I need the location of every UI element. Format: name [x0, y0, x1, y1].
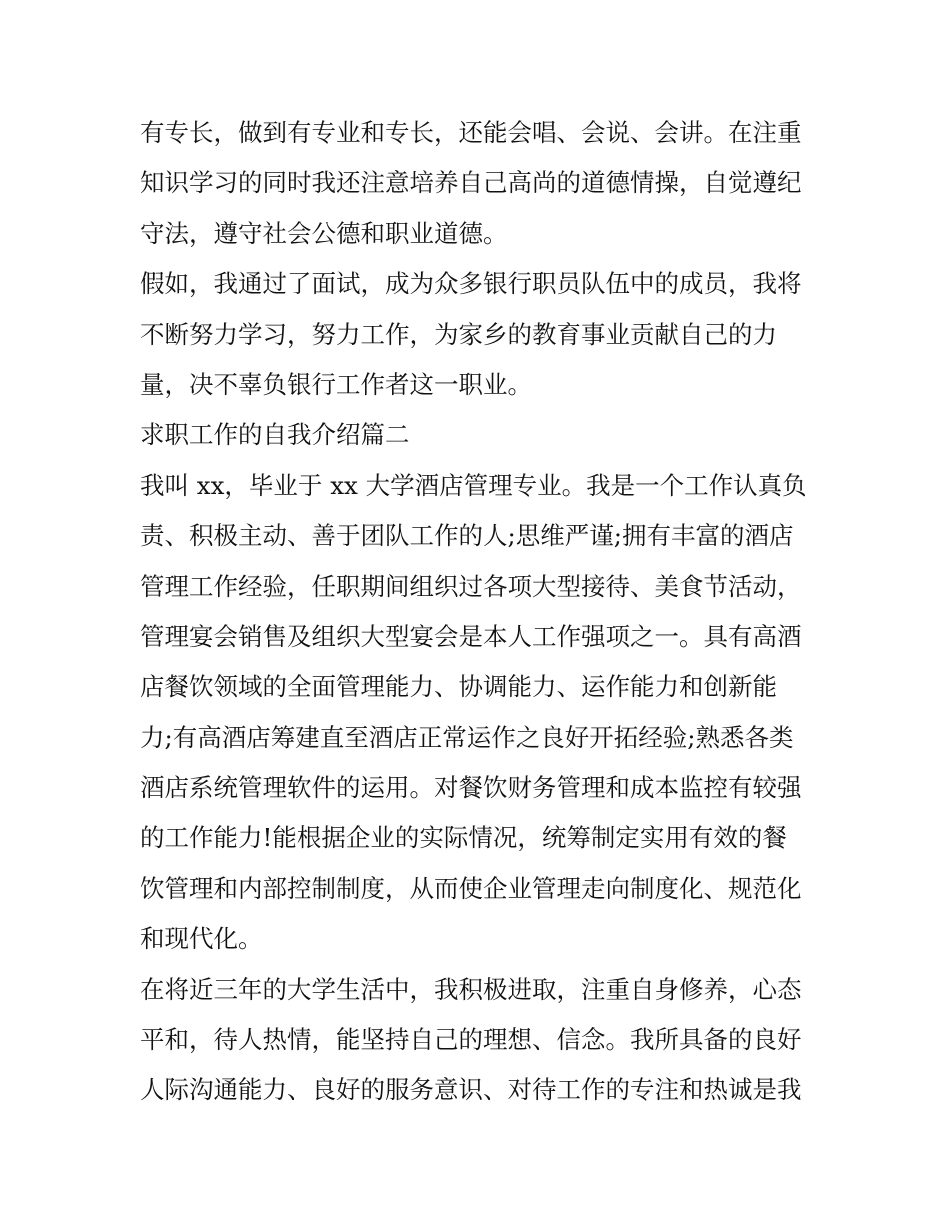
text-line: 量，决不辜负银行工作者这一职业。 [140, 369, 532, 399]
text-line: 酒店系统管理软件的运用。对餐饮财务管理和成本监控有较强 [140, 773, 802, 803]
text-line: 饮管理和内部控制制度，从而使企业管理走向制度化、规范化 [140, 873, 802, 903]
text-line: 守法，遵守社会公德和职业道德。 [140, 218, 508, 248]
text-line: 责、积极主动、善于团队工作的人;思维严谨;拥有丰富的酒店 [140, 521, 794, 551]
text-line: 在将近三年的大学生活中，我积极进取，注重自身修养，心态 [140, 974, 802, 1004]
text-line: 知识学习的同时我还注意培养自己高尚的道德情操，自觉遵纪 [140, 168, 802, 198]
text-line: 我叫 xx，毕业于 xx 大学酒店管理专业。我是一个工作认真负 [140, 470, 807, 500]
text-line: 有专长，做到有专业和专长，还能会唱、会说、会讲。在注重 [140, 118, 802, 147]
text-line: 平和，待人热情，能坚持自己的理想、信念。我所具备的良好 [140, 1025, 802, 1055]
text-line: 的工作能力!能根据企业的实际情况，统筹制定实用有效的餐 [140, 823, 787, 853]
text-line: 不断努力学习，努力工作，为家乡的教育事业贡献自己的力 [140, 319, 777, 349]
text-line: 假如，我通过了面试，成为众多银行职员队伍中的成员，我将 [140, 269, 802, 299]
text-line: 店餐饮领域的全面管理能力、协调能力、运作能力和创新能 [140, 672, 777, 702]
text-line: 管理宴会销售及组织大型宴会是本人工作强项之一。具有高酒 [140, 621, 802, 651]
section-heading: 求职工作的自我介绍篇二 [140, 420, 410, 450]
text-line: 力;有高酒店筹建直至酒店正常运作之良好开拓经验;熟悉各类 [140, 722, 794, 752]
text-line: 人际沟通能力、良好的服务意识、对待工作的专注和热诚是我 [140, 1075, 802, 1105]
text-line: 管理工作经验，任职期间组织过各项大型接待、美食节活动， [140, 571, 802, 601]
document-body [140, 108, 815, 1116]
text-line: 和现代化。 [140, 924, 263, 954]
